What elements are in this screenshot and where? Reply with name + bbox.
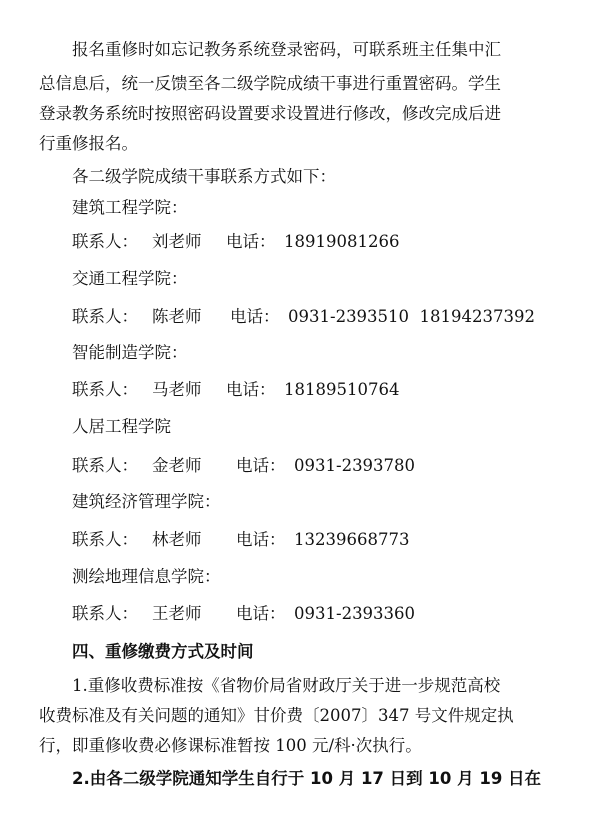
- phone-number: 13239668773: [294, 530, 410, 549]
- section-heading: 四、重修缴费方式及时间: [72, 642, 254, 661]
- phone-number: 0931-2393360: [294, 604, 416, 623]
- contact-label: 联系人：: [72, 456, 138, 475]
- contact-name: 王老师: [152, 604, 202, 623]
- paragraph-line: 1.重修收费标准按《省物价局省财政厅关于进一步规范高校: [72, 676, 501, 695]
- paragraph-line: 报名重修时如忘记教务系统登录密码，可联系班主任集中汇: [72, 40, 501, 59]
- phone-label: 电话：: [236, 530, 286, 549]
- phone-number: 0931-2393780: [294, 456, 416, 475]
- contact-label: 联系人：: [72, 604, 138, 623]
- contact-label: 联系人：: [72, 232, 138, 251]
- contact-name: 金老师: [152, 456, 202, 475]
- college-name: 测绘地理信息学院：: [72, 567, 221, 586]
- phone-label: 电话：: [226, 232, 276, 251]
- paragraph-line: 总信息后，统一反馈至各二级学院成绩干事进行重置密码。学生: [39, 74, 501, 93]
- paragraph-line: 登录教务系统时按照密码设置要求设置进行修改，修改完成后进: [39, 104, 501, 123]
- college-name: 建筑经济管理学院：: [72, 492, 221, 511]
- phone-label: 电话：: [226, 380, 276, 399]
- phone-label: 电话：: [236, 604, 286, 623]
- college-name: 智能制造学院：: [72, 343, 188, 362]
- phone-number: 0931-2393510 18194237392: [288, 307, 536, 326]
- contact-name: 马老师: [152, 380, 202, 399]
- contact-label: 联系人：: [72, 380, 138, 399]
- college-name: 人居工程学院: [72, 417, 171, 436]
- college-name: 建筑工程学院：: [72, 198, 188, 217]
- paragraph-line: 2.由各二级学院通知学生自行于 10 月 17 日到 10 月 19 日在: [72, 769, 542, 788]
- phone-label: 电话：: [236, 456, 286, 475]
- contact-name: 林老师: [152, 530, 202, 549]
- contacts-intro: 各二级学院成绩干事联系方式如下：: [72, 167, 336, 186]
- contact-label: 联系人：: [72, 530, 138, 549]
- phone-label: 电话：: [230, 307, 280, 326]
- paragraph-line: 行，即重修收费必修课标准暂按 100 元/科·次执行。: [39, 736, 422, 755]
- contact-name: 刘老师: [152, 232, 202, 251]
- college-name: 交通工程学院：: [72, 269, 188, 288]
- contact-label: 联系人：: [72, 307, 138, 326]
- phone-number: 18189510764: [284, 380, 400, 399]
- paragraph-line: 行重修报名。: [39, 134, 138, 153]
- paragraph-line: 收费标准及有关问题的通知》甘价费〔2007〕347 号文件规定执: [39, 706, 514, 725]
- phone-number: 18919081266: [284, 232, 400, 251]
- contact-name: 陈老师: [152, 307, 202, 326]
